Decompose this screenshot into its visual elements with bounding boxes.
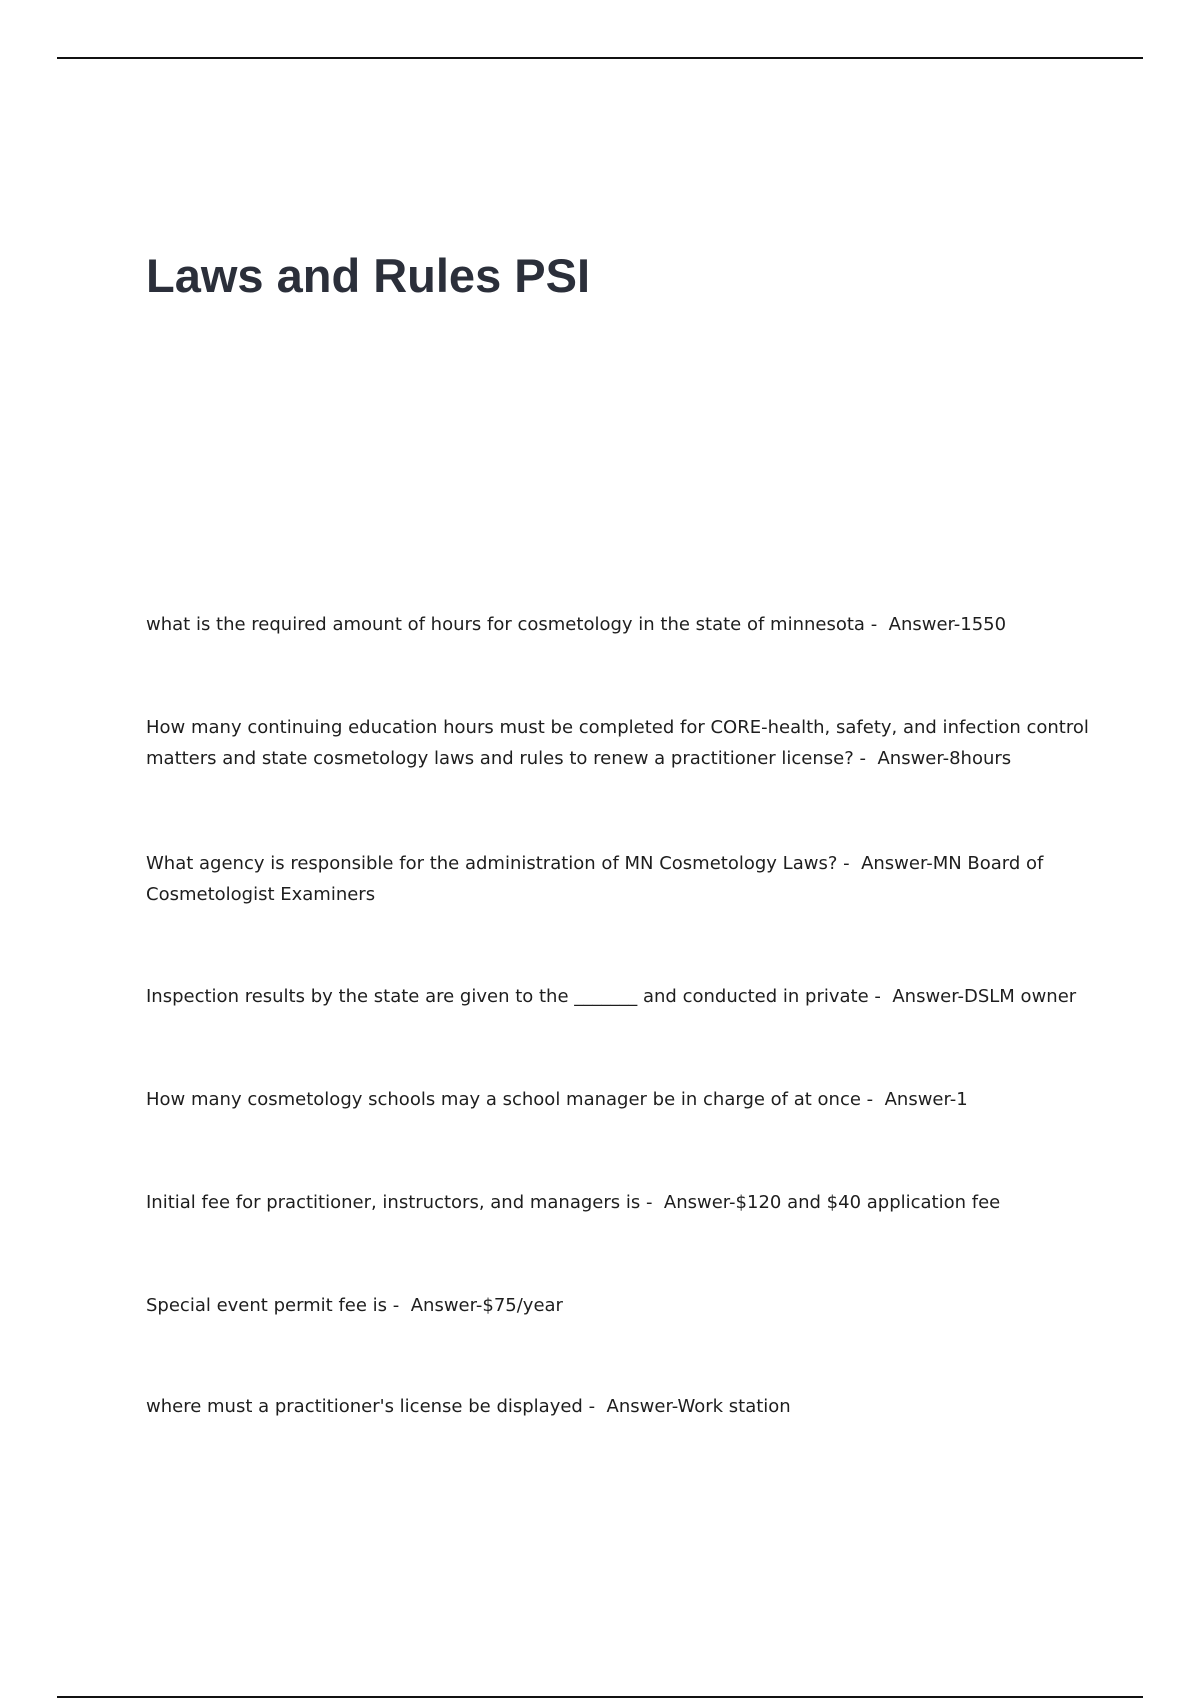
qa-item-8 [146, 1391, 1096, 1422]
separator: - [853, 748, 878, 769]
separator: - [868, 986, 893, 1007]
question: Inspection results by the state are given to the _______ and conducted in private [146, 986, 869, 1007]
qa-item-7 [146, 1290, 1096, 1321]
qa-item-2 [146, 712, 1096, 774]
answer: Answer-1550 [888, 614, 1007, 635]
separator: - [837, 853, 862, 874]
question: where must a practitioner's license be displayed [146, 1396, 583, 1417]
qa-item-3 [146, 848, 1096, 910]
separator: - [640, 1192, 664, 1213]
top-rule [57, 57, 1143, 59]
answer: Answer-$120 and $40 application fee [663, 1192, 1001, 1213]
separator: - [864, 614, 889, 635]
qa-item-6 [146, 1187, 1096, 1218]
separator: - [387, 1295, 411, 1316]
answer: Answer-MN Board of Cosmetologist Examiners [146, 853, 1044, 905]
qa-item-1 [146, 609, 1096, 640]
answer: Answer-DSLM owner [892, 986, 1077, 1007]
question: what is the required amount of hours for cosmetology in the state of minnesota [146, 614, 865, 635]
separator: - [860, 1089, 885, 1110]
question: What agency is responsible for the administration of MN Cosmetology Laws? [146, 853, 838, 874]
question: Initial fee for practitioner, instructors, and managers is [146, 1192, 641, 1213]
separator: - [582, 1396, 607, 1417]
bottom-rule [57, 1696, 1143, 1698]
question: How many continuing education hours must be completed for CORE-health, safety, and infection control matters and state cosmetology laws and rules to renew a practitioner license? [146, 717, 1089, 769]
page-title: Laws and Rules PSI [146, 249, 591, 302]
question: How many cosmetology schools may a school manager be in charge of at once [146, 1089, 861, 1110]
question: Special event permit fee is [146, 1295, 388, 1316]
answer: Answer-1 [884, 1089, 968, 1110]
qa-item-4 [146, 981, 1096, 1012]
qa-item-5 [146, 1084, 1096, 1115]
answer: Answer-8hours [877, 748, 1012, 769]
answer: Answer-Work station [606, 1396, 791, 1417]
answer: Answer-$75/year [410, 1295, 563, 1316]
